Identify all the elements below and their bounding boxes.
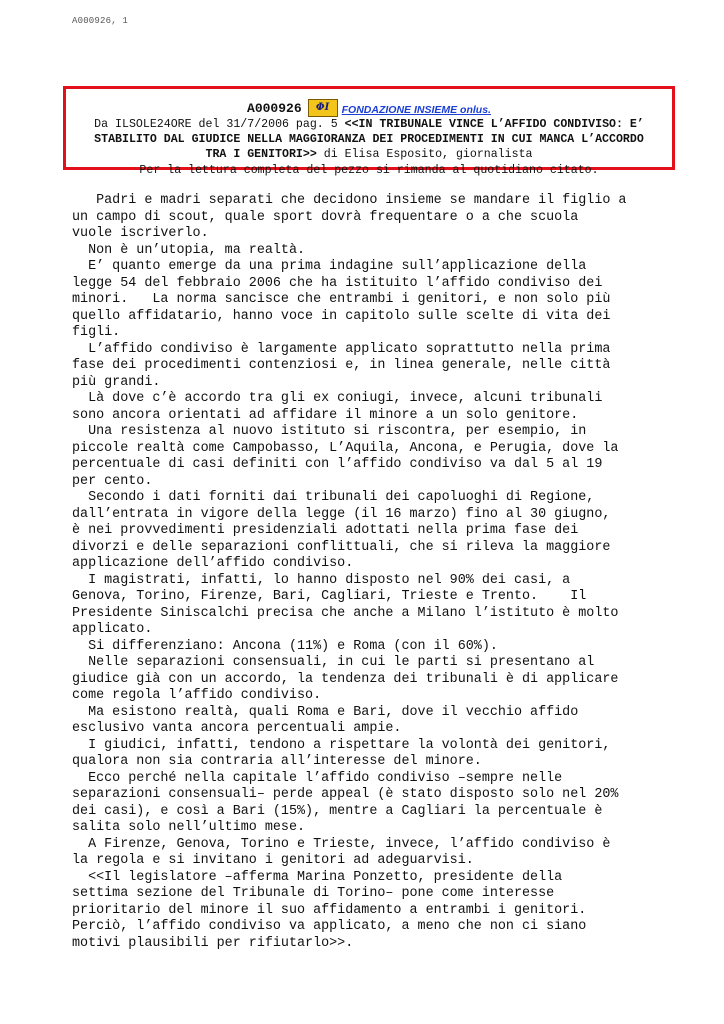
article-line: come regola l’affido condiviso. xyxy=(72,688,322,703)
article-title-part1: <<IN TRIBUNALE VINCE L’AFFIDO CONDIVISO: E’ xyxy=(344,118,644,131)
article-line: Si differenziano: Ancona (11%) e Roma (con il 60%). xyxy=(72,638,498,654)
article-line: piccole realtà come Campobasso, L’Aquila, Ancona, e Perugia, dove la xyxy=(72,440,619,456)
article-line: Genova, Torino, Firenze, Bari, Cagliari, Trieste e Trento. Il xyxy=(72,589,587,604)
article-line: è nei provvedimenti presidenziali adottati nella prima fase dei xyxy=(72,523,579,538)
article-line: <<Il legislatore –afferma Marina Ponzetto, presidente della xyxy=(72,869,563,885)
article-author: di Elisa Esposito, giornalista xyxy=(316,148,533,162)
article-line: Nelle separazioni consensuali, in cui le parti si presentano al xyxy=(72,655,595,670)
article-line: sono ancora orientati ad affidare il minore a un solo genitore. xyxy=(72,407,579,423)
article-line: vuole iscriverlo. xyxy=(72,226,209,241)
article-line: I magistrati, infatti, lo hanno disposto nel 90% dei casi, a xyxy=(72,572,571,588)
article-line: motivi plausibili per rifiutarlo>>. xyxy=(72,935,354,951)
article-line: Secondo i dati forniti dai tribunali dei capoluoghi di Regione, xyxy=(72,490,595,505)
document-code: A000926 xyxy=(247,101,302,116)
article-line: dall’entrata in vigore della legge (il 16 marzo) fino al 30 giugno, xyxy=(72,506,611,522)
article-line: figli. xyxy=(72,325,121,340)
article-line: un campo di scout, quale sport dovrà frequentare o a che scuola xyxy=(72,209,579,225)
article-line: giudice già con un accordo, la tendenza dei tribunali è di applicare xyxy=(72,671,619,687)
article-line: dei casi), e così a Bari (15%), mentre a Cagliari la percentuale è xyxy=(72,803,603,819)
article-title-part2: STABILITO DAL GIUDICE NELLA MAGGIORANZA DEI PROCEDIMENTI IN CUI MANCA L’ACCORDO xyxy=(94,133,644,147)
article-line: Là dove c’è accordo tra gli ex coniugi, invece, alcuni tribunali xyxy=(72,391,603,406)
article-line: separazioni consensuali– perde appeal (è stato disposto solo nel 20% xyxy=(72,787,619,802)
article-line: Padri e madri separati che decidono insieme se mandare il figlio a xyxy=(72,193,627,208)
article-line: I giudici, infatti, tendono a rispettare la volontà dei genitori, xyxy=(72,737,611,753)
article-line: Una resistenza al nuovo istituto si riscontra, per esempio, in xyxy=(72,424,587,439)
article-line: salita solo nell’ultimo mese. xyxy=(72,820,306,835)
article-line: esclusivo vanta ancora percentuali ampie. xyxy=(72,721,402,736)
article-line: divorzi e delle separazioni conflittuali, che si rileva la maggiore xyxy=(72,539,611,555)
source-reference: Da ILSOLE24ORE del 31/7/2006 pag. 5 xyxy=(94,118,345,131)
article-line: legge 54 del febbraio 2006 che ha istituito l’affido condiviso dei xyxy=(72,275,603,291)
header-title-line2 xyxy=(66,132,672,147)
header-source-block xyxy=(66,117,672,178)
article-line: A Firenze, Genova, Torino e Trieste, invece, l’affido condiviso è xyxy=(72,836,611,852)
article-line: applicazione dell’affido condiviso. xyxy=(72,556,354,571)
article-line: qualora non sia contraria all’interesse del minore. xyxy=(72,754,482,769)
article-line: quello affidatario, hanno voce in capitolo sulle scelte di vita dei xyxy=(72,308,611,324)
page-identifier: A000926, 1 xyxy=(72,16,129,26)
article-title-part3: TRA I GENITORI>> xyxy=(205,148,317,162)
header-source-line xyxy=(66,117,672,132)
foundation-logo: ΦI xyxy=(308,99,338,117)
article-line: fase dei procedimenti contenziosi e, in linea generale, nelle città xyxy=(72,358,611,373)
header-title-line3 xyxy=(66,147,672,162)
article-line: Ma esistono realtà, quali Roma e Bari, dove il vecchio affido xyxy=(72,704,579,720)
article-line: la regola e si invitano i genitori ad adeguarvisi. xyxy=(72,853,474,868)
header-title-row xyxy=(66,97,672,117)
article-line: per cento. xyxy=(72,473,153,489)
article-body xyxy=(72,193,682,952)
document-header-box xyxy=(63,86,675,177)
article-line: Perciò, l’affido condiviso va applicato, a meno che non ci siano xyxy=(72,919,587,934)
article-line: applicato. xyxy=(72,622,153,637)
foundation-link[interactable]: FONDAZIONE INSIEME onlus. xyxy=(341,104,491,116)
article-line: minori. La norma sancisce che entrambi i genitori, e non solo più xyxy=(72,292,611,307)
article-line: Presidente Siniscalchi precisa che anche a Milano l’istituto è molto xyxy=(72,605,619,621)
article-line: E’ quanto emerge da una prima indagine sull’applicazione della xyxy=(72,259,587,274)
article-line: prioritario del minore il suo affidamento a entrambi i genitori. xyxy=(72,902,587,918)
article-line: Non è un’utopia, ma realtà. xyxy=(72,242,306,258)
article-line: L’affido condiviso è largamente applicato soprattutto nella prima xyxy=(72,341,611,357)
article-line: Ecco perché nella capitale l’affido condiviso –sempre nelle xyxy=(72,770,563,786)
article-line: settima sezione del Tribunale di Torino– pone come interesse xyxy=(72,886,555,901)
article-line: più grandi. xyxy=(72,374,161,390)
article-line: percentuale di casi definiti con l’affido condiviso va dal 5 al 19 xyxy=(72,457,603,472)
header-note: Per la lettura completa del pezzo si rimanda al quotidiano citato. xyxy=(139,163,599,177)
